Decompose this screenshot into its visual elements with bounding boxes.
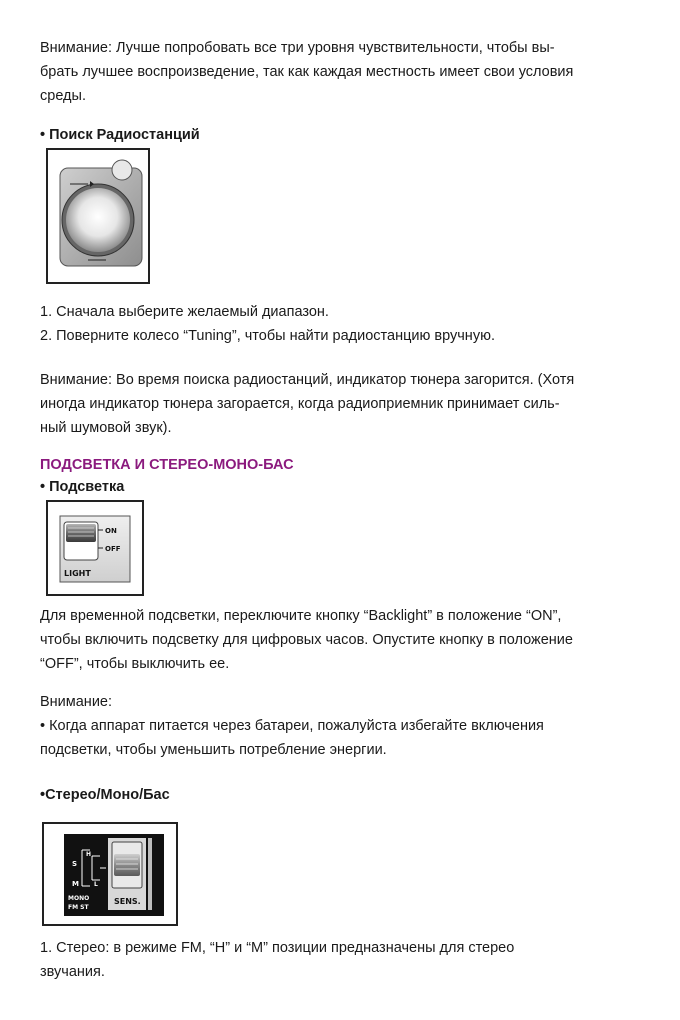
note-line: иногда индикатор тюнера загорается, когда радиоприемник принимает силь- [40, 396, 560, 412]
list-item: 1. Сначала выберите желаемый диапазон. [40, 304, 329, 320]
stereo-steps [40, 936, 650, 984]
note-line: ный шумовой звук). [40, 420, 172, 436]
backlight-switch-icon [48, 502, 142, 594]
backlight-heading: • Подсветка [40, 479, 125, 495]
section-title: ПОДСВЕТКА И СТЕРЕО-МОНО-БАС [40, 457, 294, 473]
note-line: • Когда аппарат питается через батареи, пожалуйста избегайте включения [40, 718, 544, 734]
note-line: брать лучшее воспроизведение, так как каждая местность имеет свои условия [40, 64, 574, 80]
note-line: среды. [40, 88, 86, 104]
tuning-wheel-icon [48, 150, 148, 282]
note-title: Внимание: [40, 694, 113, 710]
stereo-figure [42, 822, 178, 926]
desc-line: чтобы включить подсветку для цифровых часов. Опустите кнопку в положение [40, 632, 573, 648]
tuning-figure [46, 148, 150, 284]
tuning-heading: • Поиск Радиостанций [40, 127, 200, 143]
stereo-s-label: S [72, 860, 78, 868]
backlight-on-label: ON [105, 527, 117, 535]
desc-line: “OFF”, чтобы выключить ее. [40, 656, 230, 672]
stereo-sens-label: SENS. [114, 897, 141, 906]
sensitivity-note [40, 36, 650, 108]
list-item: звучания. [40, 964, 105, 980]
backlight-off-label: OFF [105, 545, 121, 553]
list-item: 1. Стерео: в режиме FM, “H” и “M” позиции предназначены для стерео [40, 940, 515, 956]
note-line: Внимание: Лучше попробовать все три уровня чувствительности, чтобы вы- [40, 40, 555, 56]
note-line: Внимание: Во время поиска радиостанций, индикатор тюнера загорится. (Хотя [40, 372, 575, 388]
backlight-figure [46, 500, 144, 596]
stereo-heading: •Стерео/Моно/Бас [40, 787, 170, 803]
list-item: 2. Поверните колесо “Tuning”, чтобы найти радиостанцию вручную. [40, 328, 495, 344]
backlight-light-label: LIGHT [64, 569, 91, 578]
stereo-mono-label: MONO [68, 895, 90, 902]
note-line: подсветки, чтобы уменьшить потребление энергии. [40, 742, 387, 758]
stereo-h-label: H [86, 851, 92, 858]
desc-line: Для временной подсветки, переключите кнопку “Backlight” в положение “ON”, [40, 608, 562, 624]
stereo-l-label: L [94, 881, 98, 888]
stereo-fmst-label: FM ST [68, 904, 89, 911]
tuning-note [40, 368, 650, 440]
backlight-description [40, 604, 660, 676]
tuning-steps [40, 300, 650, 348]
stereo-m-label: M [72, 880, 79, 888]
backlight-note [40, 690, 650, 762]
stereo-mono-switch-icon [44, 824, 176, 924]
